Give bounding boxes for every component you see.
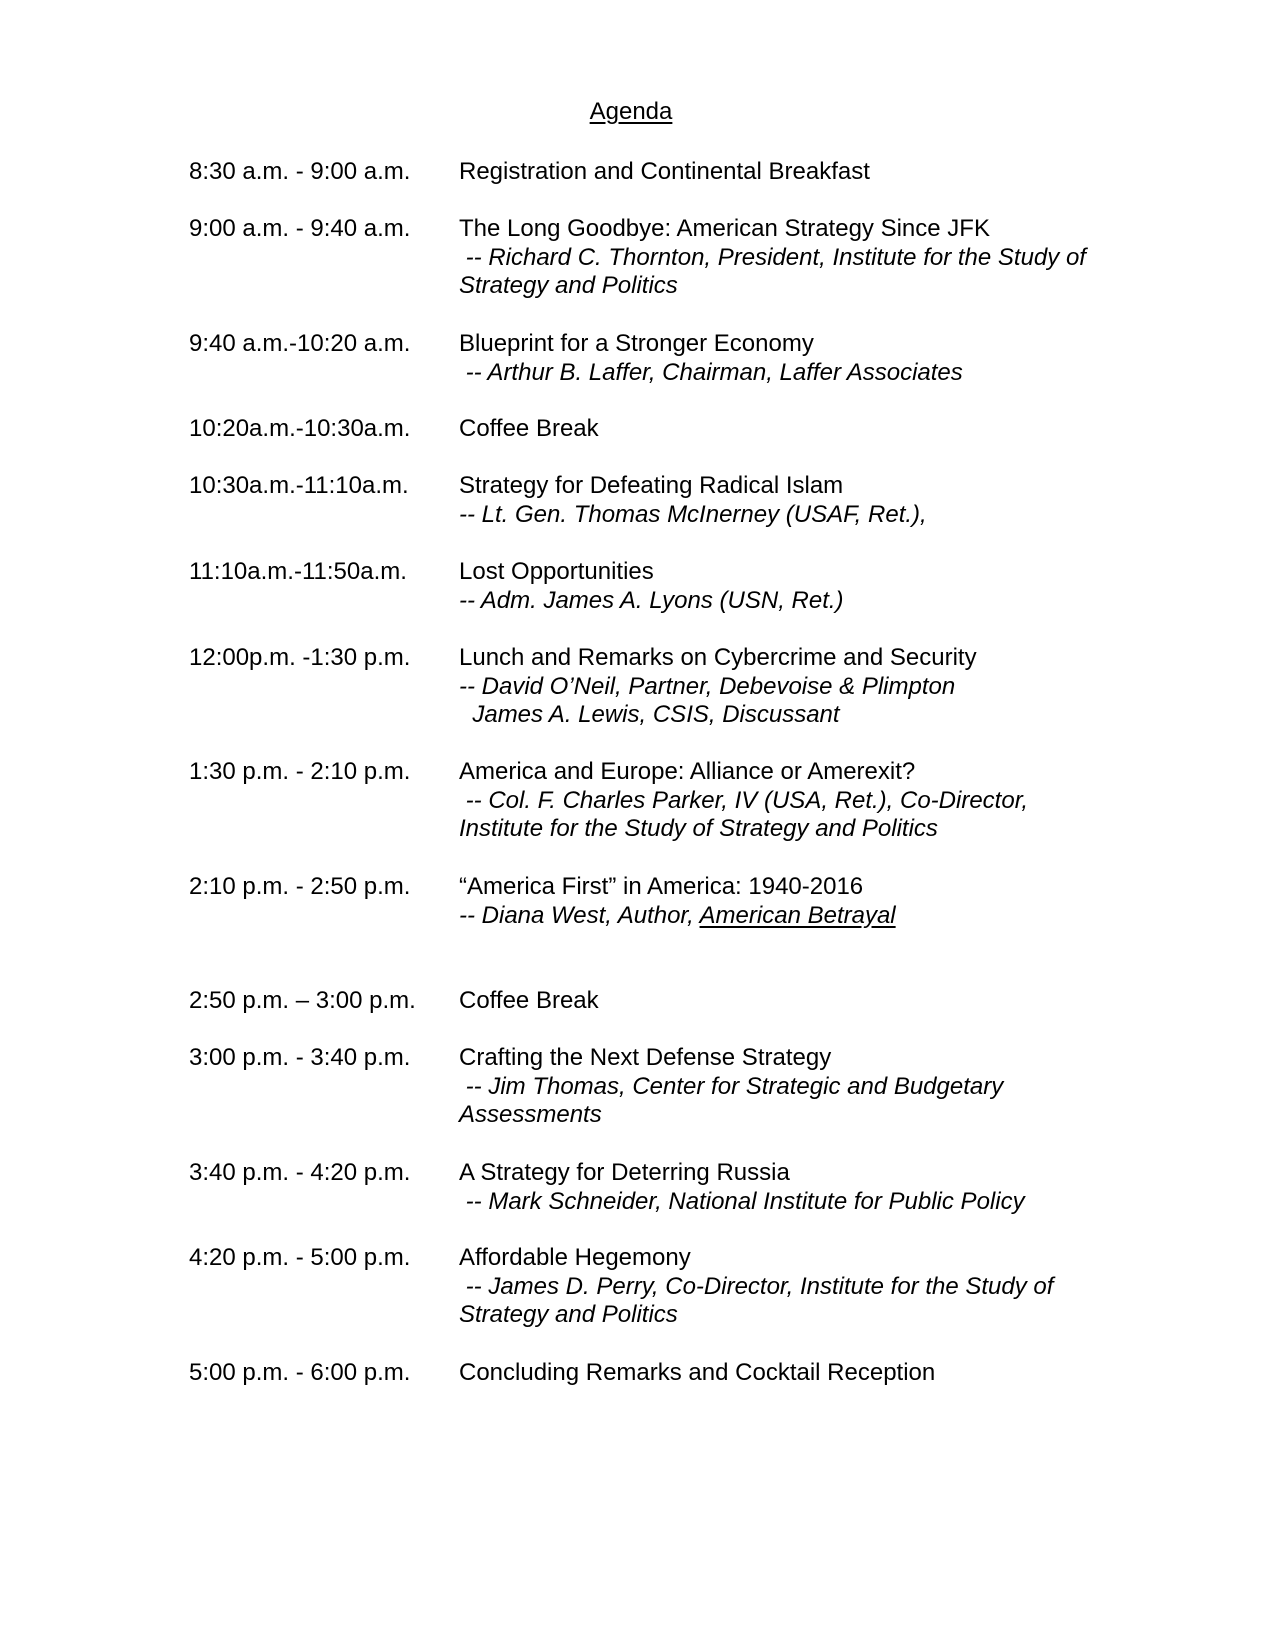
session-title: Blueprint for a Stronger Economy bbox=[459, 330, 814, 357]
agenda-content bbox=[459, 472, 1139, 529]
session-title: America and Europe: Alliance or Amerexit? bbox=[459, 758, 916, 785]
agenda-content bbox=[459, 758, 1139, 844]
speaker-line bbox=[459, 902, 1139, 931]
agenda-content bbox=[459, 330, 1139, 387]
speaker-line: Strategy and Politics bbox=[459, 272, 678, 299]
session-title: Concluding Remarks and Cocktail Reception bbox=[459, 1359, 936, 1386]
agenda-content bbox=[459, 415, 1139, 444]
agenda-time: 4:20 p.m. - 5:00 p.m. bbox=[189, 1244, 411, 1271]
session-title: Lost Opportunities bbox=[459, 558, 654, 585]
agenda-content bbox=[459, 158, 1139, 187]
session-title: Lunch and Remarks on Cybercrime and Security bbox=[459, 644, 977, 671]
page-title: Agenda bbox=[589, 98, 673, 125]
agenda-time: 9:00 a.m. - 9:40 a.m. bbox=[189, 215, 411, 242]
agenda-time: 8:30 a.m. - 9:00 a.m. bbox=[189, 158, 411, 185]
session-title: Coffee Break bbox=[459, 415, 599, 442]
agenda-time: 12:00p.m. -1:30 p.m. bbox=[189, 644, 411, 671]
agenda-time: 3:40 p.m. - 4:20 p.m. bbox=[189, 1159, 411, 1186]
speaker-line: -- David O’Neil, Partner, Debevoise & Plimpton bbox=[459, 672, 956, 700]
speaker-line: -- Jim Thomas, Center for Strategic and Budgetary bbox=[459, 1072, 1004, 1100]
agenda-time: 3:00 p.m. - 3:40 p.m. bbox=[189, 1044, 411, 1071]
agenda-content bbox=[459, 644, 1139, 730]
session-title: Registration and Continental Breakfast bbox=[459, 158, 870, 185]
speaker-line: Institute for the Study of Strategy and Politics bbox=[459, 815, 938, 842]
agenda-time: 10:30a.m.-11:10a.m. bbox=[189, 472, 409, 499]
session-title: Crafting the Next Defense Strategy bbox=[459, 1044, 832, 1071]
agenda-content bbox=[459, 1244, 1139, 1330]
agenda-time: 11:10a.m.-11:50a.m. bbox=[189, 558, 407, 585]
speaker-line: James A. Lewis, CSIS, Discussant bbox=[459, 701, 840, 728]
speaker-line: Assessments bbox=[459, 1101, 602, 1128]
speaker-line: -- James D. Perry, Co-Director, Institute for the Study of bbox=[459, 1272, 1054, 1300]
speaker-name: -- Diana West, Author, bbox=[459, 901, 700, 929]
speaker-line: -- Lt. Gen. Thomas McInerney (USAF, Ret.), bbox=[459, 500, 927, 528]
speaker-line: -- Arthur B. Laffer, Chairman, Laffer Associates bbox=[459, 358, 963, 386]
session-title: Affordable Hegemony bbox=[459, 1244, 691, 1271]
agenda-content bbox=[459, 987, 1139, 1016]
session-title: The Long Goodbye: American Strategy Since JFK bbox=[459, 215, 990, 242]
agenda-time: 10:20a.m.-10:30a.m. bbox=[189, 415, 411, 442]
agenda-time: 2:10 p.m. - 2:50 p.m. bbox=[189, 873, 411, 900]
speaker-line: -- Richard C. Thornton, President, Institute for the Study of bbox=[459, 243, 1086, 271]
speaker-line: -- Mark Schneider, National Institute for Public Policy bbox=[459, 1187, 1025, 1215]
book-title: American Betrayal bbox=[699, 901, 896, 929]
agenda-content bbox=[459, 1359, 1139, 1388]
speaker-line: Strategy and Politics bbox=[459, 1301, 678, 1328]
agenda-time: 5:00 p.m. - 6:00 p.m. bbox=[189, 1359, 411, 1386]
agenda-content bbox=[459, 558, 1139, 615]
agenda-time: 2:50 p.m. – 3:00 p.m. bbox=[189, 987, 416, 1014]
session-title: Strategy for Defeating Radical Islam bbox=[459, 472, 844, 499]
session-title: A Strategy for Deterring Russia bbox=[459, 1159, 790, 1186]
speaker-line: -- Adm. James A. Lyons (USN, Ret.) bbox=[459, 586, 844, 614]
agenda-content bbox=[459, 215, 1139, 301]
agenda-time: 9:40 a.m.-10:20 a.m. bbox=[189, 330, 411, 357]
session-title: “America First” in America: 1940-2016 bbox=[459, 873, 864, 900]
agenda-content bbox=[459, 873, 1139, 930]
agenda-content bbox=[459, 1044, 1139, 1130]
agenda-content bbox=[459, 1159, 1139, 1216]
session-title: Coffee Break bbox=[459, 987, 599, 1014]
agenda-time: 1:30 p.m. - 2:10 p.m. bbox=[189, 758, 411, 785]
speaker-line: -- Col. F. Charles Parker, IV (USA, Ret.), Co-Director, bbox=[459, 786, 1029, 814]
